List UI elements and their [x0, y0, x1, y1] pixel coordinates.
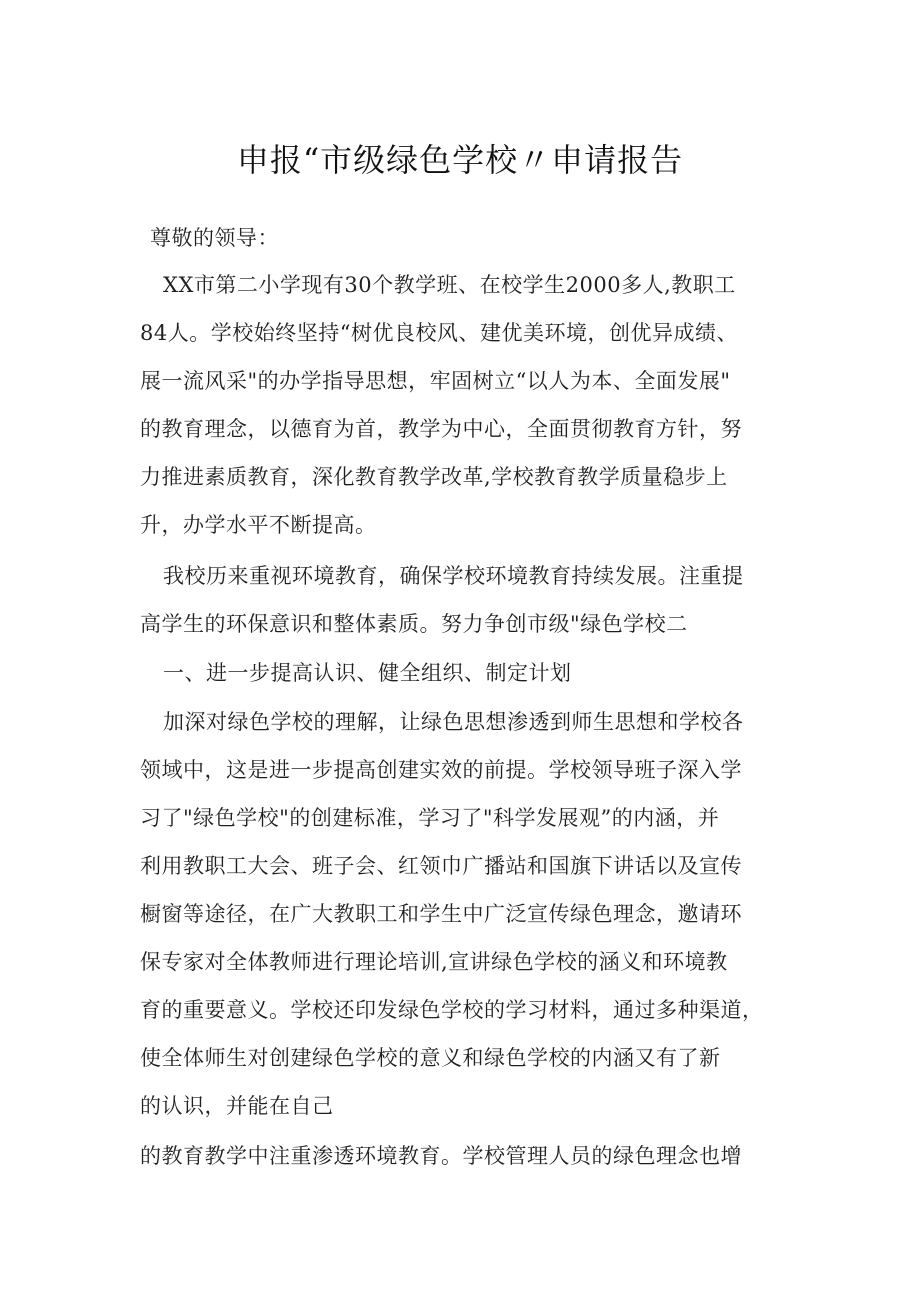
- salutation: 尊敬的领导：: [150, 226, 279, 250]
- section-heading: 一、进一步提高认识、健全组织、制定计划: [163, 661, 572, 685]
- paragraph-line: XX市第二小学现有30个教学班、在校学生2000多人,教职工: [163, 273, 736, 297]
- paragraph-line: 加深对绿色学校的理解，让绿色思想渗透到师生思想和学校各: [163, 710, 744, 734]
- paragraph-line: 展一流风采"的办学指导思想，牢固树立“以人为本、全面发展": [140, 369, 731, 393]
- paragraph-line: 习了"绿色学校"的创建标准，学习了"科学发展观”的内涵，并: [140, 806, 720, 830]
- paragraph-line: 育的重要意义。学校还印发绿色学校的学习材料，通过多种渠道，: [140, 998, 764, 1022]
- paragraph-line: 使全体师生对创建绿色学校的意义和绿色学校的内涵又有了新: [140, 1046, 721, 1070]
- paragraph-line: 保专家对全体教师进行理论培训,宣讲绿色学校的涵义和环境教: [140, 950, 728, 974]
- paragraph-line: 84人。学校始终坚持“树优良校风、建优美环境，创优异成绩、: [140, 321, 738, 345]
- paragraph-line: 升，办学水平不断提高。: [140, 513, 377, 537]
- paragraph-line: 力推进素质教育，深化教育教学改革,学校教育教学质量稳步上: [140, 465, 728, 489]
- paragraph-line: 的教育教学中注重渗透环境教育。学校管理人员的绿色理念也增: [140, 1144, 742, 1168]
- paragraph-line: 我校历来重视环境教育，确保学校环境教育持续发展。注重提: [163, 564, 744, 588]
- document-title: 申报“市级绿色学校〃申请报告: [236, 141, 684, 179]
- paragraph-line: 领域中，这是进一步提高创建实效的前提。学校领导班子深入学: [140, 758, 742, 782]
- paragraph-line: 高学生的环保意识和整体素质。努力争创市级"绿色学校二: [140, 612, 688, 636]
- paragraph-line: 的认识，并能在自己: [140, 1094, 334, 1118]
- paragraph-line: 橱窗等途径，在广大教职工和学生中广泛宣传绿色理念，邀请环: [140, 902, 742, 926]
- paragraph-line: 利用教职工大会、班子会、红领巾广播站和国旗下讲话以及宣传: [140, 854, 742, 878]
- paragraph-line: 的教育理念，以德育为首，教学为中心，全面贯彻教育方针，努: [140, 417, 742, 441]
